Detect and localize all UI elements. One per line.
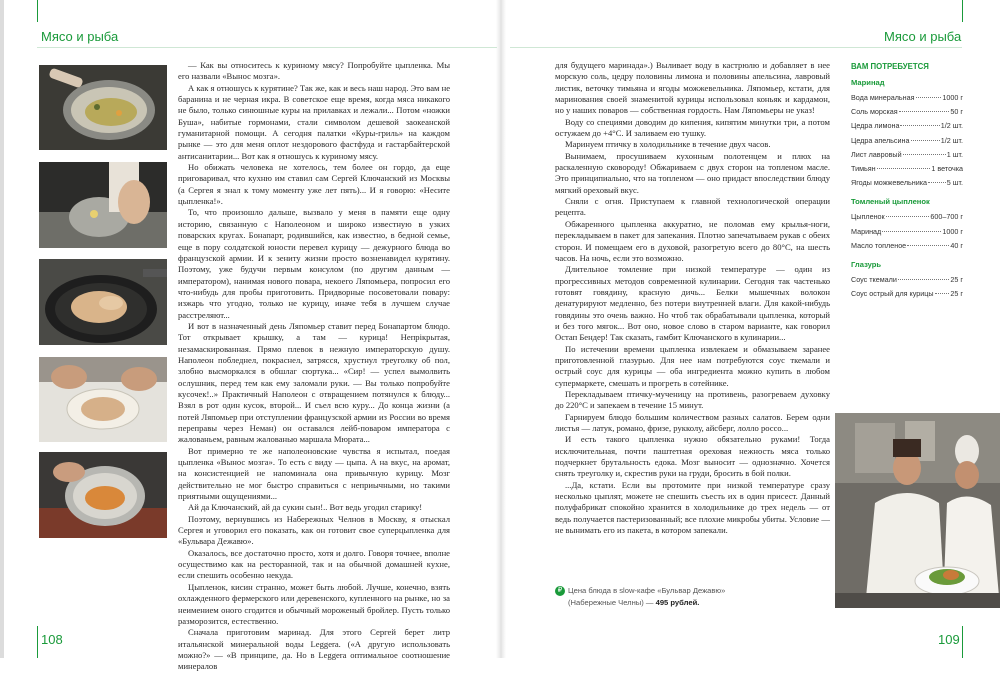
leader-dots (900, 125, 939, 126)
bottom-rule (962, 626, 963, 658)
ingredient-row (851, 210, 963, 224)
book-gutter (496, 0, 506, 658)
ingredient-name: Лист лавровый (851, 149, 902, 159)
ingredient-name: Тимьян (851, 164, 876, 174)
ingredient-name: Соус ткемали (851, 275, 897, 285)
leader-dots (916, 97, 942, 98)
paragraph: Вынимаем, просушиваем кухонным полотенцем и плюх на раскаленную сковороду! Обжариваем с двух сторон на топленом масле. Это принципиально, что на топленом — оно придаст впоследствии блюду мягкий ореховый вкус. (555, 150, 830, 195)
ingredient-qty: 1000 г (942, 226, 963, 236)
ingredient-row (851, 91, 963, 105)
paragraph: ...Да, кстати. Если вы протомите при низкой температуре сразу несколько цыплят, можете не спешить съесть их в один присест. Данный полуфабрикат спокойно хранится в холодильнике до трех недель — от ведь получается пастеризованный; все плохие микробы убиты. Условие — не вынимать его из пакета, в котором запекали. (555, 479, 830, 536)
ingredient-row (851, 148, 963, 162)
ingredient-group-title: Маринад (851, 78, 885, 87)
ingredient-row (851, 134, 963, 148)
step-photo-4 (39, 357, 167, 442)
paragraph: И есть такого цыпленка нужно обязательно руками! Тогда исключительная, почти паштетная ореховая нежность мяса только подчеркнет брутальность едока. Мозг выносит — однозначно. Хочется снять треуголку и, скрестив руки на груди, бросить в бой полки. (555, 434, 830, 479)
ingredient-name: Соус острый для курицы (851, 289, 934, 299)
paragraph: Воду со специями доводим до кипения, кипятим минутки три, а потом остужаем до +4°C. И заливаем ею тушку. (555, 116, 830, 139)
ingredient-qty: 25 г (950, 275, 963, 285)
header-divider (37, 47, 497, 48)
cooking-step-photo-icon (39, 357, 167, 442)
ingredient-qty: 50 г (950, 107, 963, 117)
cooking-step-photo-icon (39, 259, 167, 345)
paragraph: для будущего маринада».) Выливает воду в кастрюлю и добавляет в нее морскую соль, цедру половины лимона и половины апельсина, лавровый листик, веточку тимьяна и ягоды можжевельника. Ляпомьер, кстати, для маринования своей знаменитой курицы использовал коньяк и кардамон, но у наших поваров — собственная гордость. Нам Ляпомьеры не указ! (555, 60, 830, 116)
ingredient-qty: 1 шт. (946, 149, 963, 159)
paragraph: Ай да Ключанский, ай да сукин сын!.. Вот ведь угодил старику! (188, 502, 423, 513)
paragraph: По истечении времени цыпленка извлекаем и обмазываем заранее приготовленной глазурью. Для нее нам потребуются соус ткемали и острый соус для курицы — оба ингредиента можно купить в любом супермаркете, смешать и прогреть в сотейнике. (555, 343, 830, 388)
price-venue: Цена блюда в slow-кафе «Бульвар Дежавю» (568, 586, 726, 595)
paragraph: Вот примерно те же наполеоновские чувства я испытал, поедая цыпленка «Вынос мозга». То есть с виду — цыпа. А на вкус, на аромат, на консистенцией не напоминала она привычную курицу. Мозг действительно не мог быстро справиться с неприычными, но такими приятными ощущениями... (178, 445, 450, 502)
step-photo-1 (39, 65, 167, 150)
ingredients-heading: ВАМ ПОТРЕБУЕТСЯ (851, 62, 929, 71)
step-photo-2 (39, 162, 167, 248)
ingredient-row (851, 176, 963, 190)
paragraph: Сняли с огня. Приступаем к главной технологической операции рецепта. (555, 196, 830, 218)
paragraph: Оказалось, все достаточно просто, хотя и долго. Говоря точнее, вполне осуществимо как на ресторанной, так и на обычной домашней кухне, если спешить особенно некуда. (178, 547, 450, 581)
ingredient-qty: 1 веточка (931, 164, 963, 174)
ingredient-group-title: Глазурь (851, 260, 882, 270)
ingredient-name: Вода минеральная (851, 93, 915, 102)
page-edge (0, 0, 4, 658)
ingredient-row (851, 287, 963, 301)
paragraph: А как я отношусь к курятине? Так же, как и весь наш народ. Это вам не баранина и не черная икра. В советское еще время, когда мяса никакого не было, только синюшные куры на прилавках и лежали... Потом «ножки Буша», набитые гормонами, стали символом дешевой заокеанской гуманитарной помощи. А сегодня палатки «Куры-гриль» на каждом рынке — это для меня оплот нездорового фастфуда и гастарбайтерской антисанитарии... Вот как я отношусь к куриному мясу. (178, 82, 451, 161)
ingredient-name: Ягоды можжевельника (851, 178, 928, 188)
ingredient-qty: 25 г (950, 289, 963, 299)
ingredient-row (851, 105, 963, 119)
ingredient-row (851, 162, 963, 176)
paragraph: Но обижать человека не хотелось, тем более он гордо, да еще приговаривал, что кухню им ставил сам Сергей Ключанский из Москвы (а Сергея я знал к тому моменту уже лет пять)... И я говорю: «Несите цыпленка!». (178, 162, 450, 207)
price-line (568, 597, 835, 609)
leader-dots (899, 111, 950, 112)
bottom-rule (37, 626, 38, 658)
section-title-right: Мясо и рыба (884, 29, 962, 44)
paragraph: Перекладываем птичку-мученицу на противень, разогреваем духовку до 220°С и запекаем в течение 15 минут. (555, 388, 830, 411)
leader-dots (898, 279, 950, 280)
ingredient-qty: 1/2 шт. (940, 121, 963, 131)
paragraph: Длительное томление при низкой температуре — один из прогрессивных методов современной кулинарии. Сегодня так частенько готовят говядину, красную дичь... Белки мышечных волокон денатурируют медленно, без потери внутренней влаги. Для какой-нибудь говядины это очень важно. Но чтоб так обрабатывали цыпленка, который и без того мягок... Вот оно, новое слово в старом варианте, как говорил Остап Бендер! Так сказать, гамбит Ключанского в кулинарии... (555, 264, 830, 343)
paragraph: Обжаренного цыпленка аккуратно, не поломав ему крылья-ноги, перекладываем в пакет для запекания. Плотно запечатываем рукав с обеих сторон. И помещаем его в духовой, разогретую всего до 80°С, на шесть часов. На ночь, если это возможно. (555, 218, 830, 263)
article-column-1 (178, 60, 451, 672)
price-amount: 495 рублей. (655, 598, 700, 607)
paragraph: Цыпленок, кисин странно, может быть любой. Лучше, конечно, взять охлажденного фермерского или деревенского, купленного на рынке, но за неимением оного сгодится и обычный мороженый бройлер. Пусть только разморозится, естественно. (178, 581, 450, 626)
ingredient-name: Соль морская (851, 107, 898, 117)
paragraph: Маринуем птичку в холодильнике в течение двух часов. (565, 139, 771, 150)
paragraph: — Как вы относитесь к куриному мясу? Попробуйте цыпленка. Мы его назвали «Вынос мозга». (178, 60, 450, 82)
article-column-2 (555, 60, 830, 536)
ingredients-sidebar (851, 62, 963, 301)
leader-dots (882, 231, 941, 232)
ingredient-row (851, 225, 963, 239)
ingredient-name: Цыпленок (851, 212, 885, 222)
chef-photo (835, 413, 1000, 608)
price-location: (Набережные Челны) — (568, 598, 656, 607)
cooking-step-photo-icon (39, 162, 167, 248)
section-title-left: Мясо и рыба (41, 29, 119, 44)
step-photo-5 (39, 452, 167, 538)
paragraph: Сначала приготовим маринад. Для этого Сергей берет литр итальянской минеральной воды Leggera. («А другую использовать можно?» — «В принципе, да. Но в Leggera оптимальное соотношение минералов (178, 627, 450, 672)
chefs-plating-photo-icon (835, 413, 1000, 608)
ingredient-row (851, 239, 963, 253)
paragraph: То, что произошло дальше, вызвало у меня в памяти еще одну историю, связанную с Наполеоном и широко известную в узких поварских кругах. Бонапарт, родившийся, как известно, в бедной семье, еще в пору солдатской юности перевел курицу — дежурного блюда во французской армии. И к зениту жизни просто возненавидел курятину. Поэтому, уже будучи первым консулом (по другим данным — императором), нанимая нового повара, некоего Ляпомьера, попросил его что-нибудь для пробы приготовить. Придворные посоветовали повару: изжарь что угодно, только не курицу, иначе тебя в лучшем случае расстреляют... (178, 207, 450, 320)
leader-dots (907, 245, 949, 246)
ingredient-qty: 5 шт. (946, 178, 963, 188)
top-rule (962, 0, 963, 22)
page-number-left: 108 (41, 632, 63, 647)
leader-dots (935, 293, 950, 294)
ingredient-row (851, 119, 963, 133)
ingredient-qty: 1000 г (942, 93, 963, 102)
ingredient-qty: 600–700 г (930, 212, 963, 222)
paragraph: И вот в назначенный день Ляпомьер ставит перед Бонапартом блюдо. Тот открывает крышку, а там — курица! Непрікрытая, незамаскированная. Прямо плевок в нежную императорскую душу. Наполеон побледнел, покраснел, затрясся, хрустнул треуголку об пол, злобно высморкался в обшлаг сюртука... «Сир! — успел вымолвить ослушник, перед тем как ему заломали руки. — Вы только попробуйте кусочек!..» Практичный Наполеон с отвращением потянулся к блюду... Взял в рот один кусок, второй... И съел всю куру... До конца жизни (а потей Ляпомьер при отступлении французской армии из России во время переправы через Неман) он оставался лейб-поваром императора с жалованьем, равным жалованью маршала Мюрата... (178, 320, 450, 445)
leader-dots (903, 154, 946, 155)
leader-dots (928, 182, 946, 183)
leader-dots (911, 140, 940, 141)
top-rule (37, 0, 38, 22)
paragraph: Поэтому, вернувшись из Набережных Челнов в Москву, я отыскал Сергея и уговорил его показать, как он готовит свое суперцыпленка для «Бульвара Дежавю». (178, 513, 450, 547)
cooking-step-photo-icon (39, 452, 167, 538)
ingredient-qty: 40 г (950, 240, 963, 250)
ingredient-name: Масло топленое (851, 240, 907, 250)
ingredient-name: Цедра апельсина (851, 135, 910, 145)
ingredient-name: Маринад (851, 226, 882, 236)
ruble-coin-icon: ₽ (555, 586, 565, 596)
ingredient-row (851, 273, 963, 287)
page-number-right: 109 (938, 632, 960, 647)
leader-dots (886, 216, 930, 217)
cooking-step-photo-icon (39, 65, 167, 150)
ingredient-name: Цедра лимона (851, 121, 900, 131)
leader-dots (877, 168, 931, 169)
price-note (555, 585, 835, 609)
header-divider (510, 47, 962, 48)
paragraph: Гарнируем блюдо большим количеством разных салатов. Берем одни листья — латук, романо, фризе, рукколу, айсберг, лолло россо... (555, 411, 830, 433)
step-photo-3 (39, 259, 167, 345)
ingredient-qty: 1/2 шт. (940, 135, 963, 145)
ingredient-group-title: Томленый цыпленок (851, 197, 930, 207)
